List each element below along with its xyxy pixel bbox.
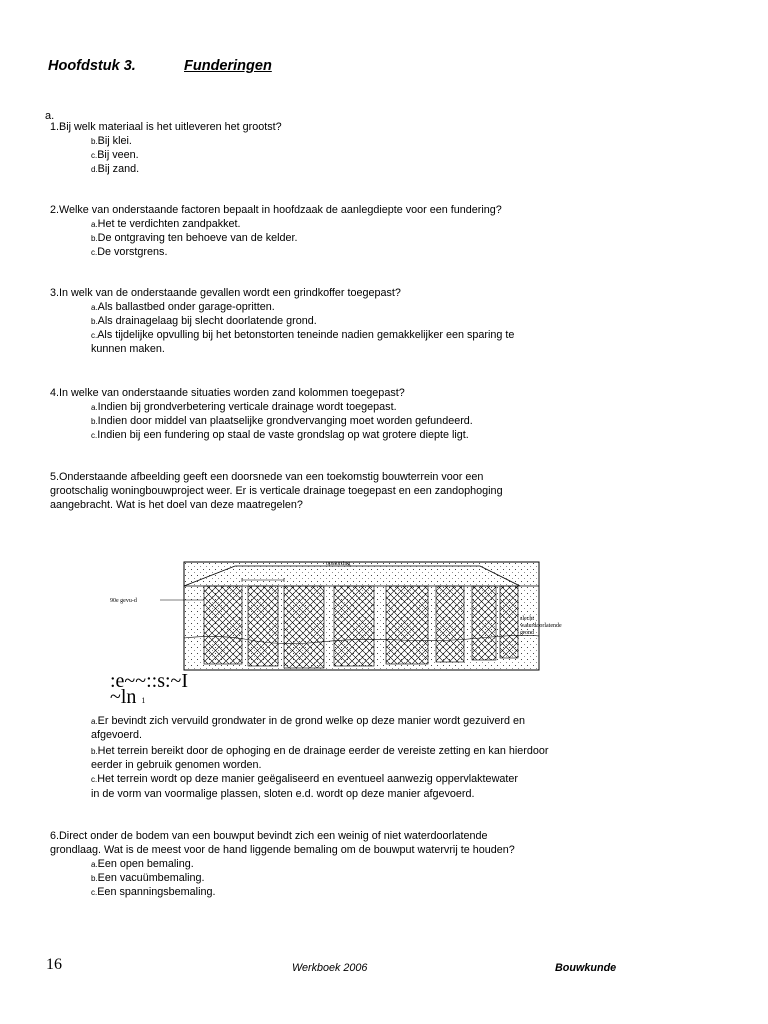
option-letter: c.: [91, 431, 98, 440]
sand-column: [248, 586, 278, 666]
option-letter: c.: [91, 888, 98, 897]
option-letter: b.: [91, 234, 98, 243]
option-text: Als tijdelijke opvulling bij het betonstorten teneinde nadien gemakkelijker een sparing te: [97, 329, 515, 341]
option-text: Bij veen.: [97, 149, 139, 161]
answer-option: [91, 300, 275, 315]
ocr-artifact-text: ~ln: [110, 686, 137, 708]
question-5-line: grootschalig woningbouwproject weer. Er is verticale drainage toegepast en een zandophoging: [50, 485, 503, 497]
answer-option-continued: eerder in gebruik genomen worden.: [91, 759, 262, 771]
answer-option: [91, 328, 514, 343]
answer-option: [91, 414, 473, 429]
option-letter: c.: [91, 331, 98, 340]
ocr-artifact-line: :e~~::s:~I: [110, 670, 189, 692]
question-5-line: aangebracht. Wat is het doel van deze maatregelen?: [50, 499, 303, 511]
sand-column: [204, 586, 242, 664]
cross-section-figure: [100, 556, 562, 676]
answer-option: [91, 744, 548, 759]
answer-option-continued: in de vorm van voormalige plassen, sloten e.d. wordt op deze manier afgevoerd.: [91, 788, 475, 800]
option-letter: a.: [91, 303, 98, 312]
option-text: Het terrein bereikt door de ophoging en de drainage eerder de vereiste zetting en kan hierdoor: [97, 745, 549, 757]
figure-label-right: waterdoorlatende: [520, 623, 562, 629]
sand-column: [472, 586, 496, 660]
stray-letter: a.: [45, 110, 55, 122]
answer-option: [91, 871, 205, 886]
option-text: Het te verdichten zandpakket.: [97, 218, 241, 230]
answer-option: [91, 428, 469, 443]
answer-option: [91, 314, 317, 329]
option-text: Bij klei.: [97, 135, 132, 147]
answer-option: [91, 134, 132, 149]
option-text: Een open bemaling.: [97, 858, 194, 870]
sand-column: [284, 586, 324, 668]
question-1: 1.Bij welk materiaal is het uitleveren het grootst?: [50, 121, 282, 133]
option-text: Een spanningsbemaling.: [97, 886, 216, 898]
answer-option: [91, 245, 167, 260]
option-letter: b.: [91, 874, 98, 883]
answer-option: [91, 885, 215, 900]
sand-column: [334, 586, 374, 666]
option-text: Een vacuümbemaling.: [97, 872, 205, 884]
sand-column: [386, 586, 428, 664]
question-5-line: 5.Onderstaande afbeelding geeft een doorsnede van een toekomstig bouwterrein voor een: [50, 471, 484, 483]
answer-option: [91, 148, 139, 163]
option-letter: a.: [91, 403, 98, 412]
sand-column: [500, 586, 518, 658]
question-6-line: 6.Direct onder de bodem van een bouwput bevindt zich een weinig of niet waterdoorlatende: [50, 830, 488, 842]
option-text: Als ballastbed onder garage-opritten.: [97, 301, 275, 313]
option-letter: a.: [91, 220, 98, 229]
page-number: 16: [46, 956, 62, 973]
answer-option: [91, 217, 241, 232]
option-text: Het terrein wordt op deze manier geëgaliseerd en eventueel aanwezig oppervlaktewater: [97, 773, 518, 785]
option-letter: b.: [91, 137, 98, 146]
answer-option: [91, 857, 194, 872]
option-letter: c.: [91, 151, 98, 160]
option-text: Indien bij grondverbetering verticale drainage wordt toegepast.: [97, 401, 397, 413]
figure-label-top: opstorting: [326, 561, 351, 567]
answer-option-continued: afgevoerd.: [91, 729, 143, 741]
footer-workbook: Werkboek 2006: [292, 962, 368, 974]
option-letter: d.: [91, 165, 98, 174]
figure-label-left: 90e gevu-d: [110, 598, 137, 604]
option-letter: b.: [91, 317, 98, 326]
answer-option: [91, 162, 139, 177]
sand-column: [436, 586, 464, 662]
option-letter: b.: [91, 747, 98, 756]
option-letter: a.: [91, 860, 98, 869]
option-text: De vorstgrens.: [97, 246, 168, 258]
option-text: De ontgraving ten behoeve van de kelder.: [97, 232, 298, 244]
figure-label-right: slecht: [520, 616, 534, 622]
answer-option: [91, 231, 298, 246]
answer-option-continued: kunnen maken.: [91, 343, 165, 355]
question-2: 2.Welke van onderstaande factoren bepaalt in hoofdzaak de aanlegdiepte voor een fundering?: [50, 204, 502, 216]
option-text: Er bevindt zich vervuild grondwater in de grond welke op deze manier wordt gezuiverd en: [97, 715, 525, 727]
question-3: 3.In welk van de onderstaande gevallen wordt een grindkoffer toegepast?: [50, 287, 401, 299]
answer-option: [91, 772, 518, 787]
option-text: Bij zand.: [97, 163, 140, 175]
option-text: Indien door middel van plaatselijke grondvervanging moet worden gefundeerd.: [97, 415, 473, 427]
ocr-artifact-line: [110, 686, 145, 709]
option-text: Indien bij een fundering op staal de vaste grondslag op wat grotere diepte ligt.: [97, 429, 469, 441]
ocr-artifact-small: 1: [141, 696, 146, 705]
question-4: 4.In welke van onderstaande situaties worden zand kolommen toegepast?: [50, 387, 405, 399]
option-letter: c.: [91, 775, 98, 784]
answer-option: [91, 714, 525, 729]
figure-label-right: grond: [520, 630, 534, 636]
option-letter: c.: [91, 248, 98, 257]
option-text: Als drainagelaag bij slecht doorlatende grond.: [97, 315, 317, 327]
chapter-number: Hoofdstuk 3.: [48, 58, 136, 74]
option-letter: a.: [91, 717, 98, 726]
chapter-title: Funderingen: [184, 58, 272, 74]
footer-subject: Bouwkunde: [555, 962, 617, 974]
option-letter: b.: [91, 417, 98, 426]
question-6-line: grondlaag. Wat is de meest voor de hand liggende bemaling om de bouwput watervrij te houden?: [50, 844, 515, 856]
answer-option: [91, 400, 397, 415]
